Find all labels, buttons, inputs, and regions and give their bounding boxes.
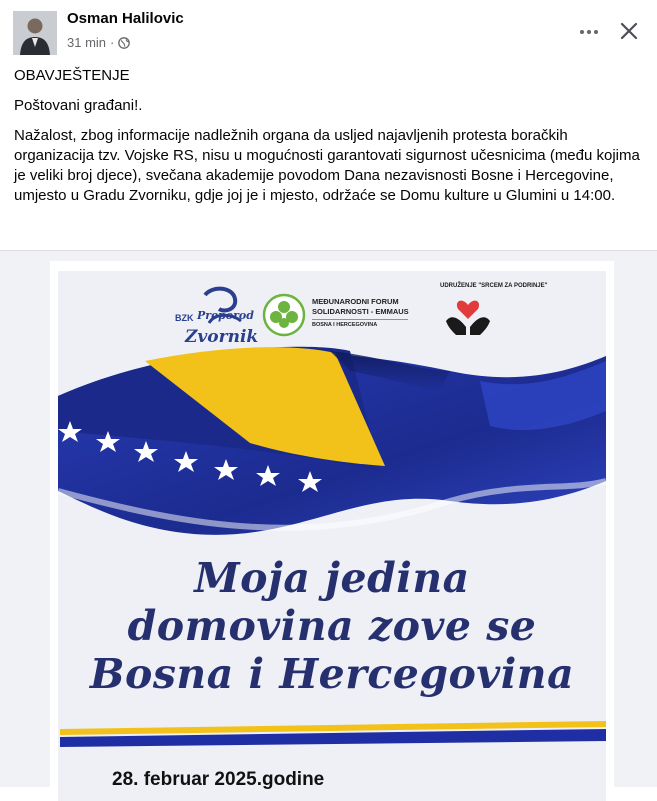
logo-srcem-za-podrinje bbox=[432, 283, 548, 343]
post-text-greeting: Poštovani građani!. bbox=[14, 97, 143, 114]
post-text-heading: OBAVJEŠTENJE bbox=[14, 67, 130, 84]
poster-date: 28. februar 2025.godine bbox=[112, 769, 325, 790]
flag-ribbon bbox=[50, 351, 614, 561]
poster-headline-line3: Bosna i Hercegovina bbox=[89, 650, 575, 698]
poster-stripe bbox=[50, 713, 614, 747]
author-name[interactable]: Osman Halilovic bbox=[67, 10, 184, 27]
post-meta bbox=[67, 35, 130, 50]
close-icon[interactable] bbox=[616, 18, 642, 44]
logo2-rule bbox=[312, 319, 408, 320]
logo3-text: UDRUŽENJE "SRCEM ZA PODRINJE" bbox=[440, 283, 548, 289]
post-timestamp[interactable]: 31 min bbox=[67, 35, 107, 50]
post-text-body: Nažalost, zbog informacije nadležnih organa da usljed najavljenih protesta boračkih organizacija tzv. Vojske RS, nisu u mogućnosti garantovati sigurnost učesnicima (među kojima je veliki broj djece), svečana akademije povodom Dana nezavisnosti Bosne i Hercegovine, umjesto u Gradu Zvorniku, gdje joj je i mjesto, održaće se Domu kulture u Glumini u 14:00. bbox=[14, 127, 640, 204]
logo1-preporod: Preporod bbox=[197, 309, 254, 322]
dot bbox=[587, 30, 591, 34]
poster-headline-line2: domovina zove se bbox=[127, 602, 537, 650]
more-options-button[interactable] bbox=[575, 18, 603, 46]
dot bbox=[594, 30, 598, 34]
post-header bbox=[0, 0, 657, 62]
logo1-bzk: BZK bbox=[175, 313, 194, 323]
post-image[interactable] bbox=[0, 251, 657, 790]
logo2-line1: MEĐUNARODNI FORUM bbox=[312, 297, 399, 306]
logo-emmaus bbox=[262, 291, 412, 341]
logo2-line3: BOSNA I HERCEGOVINA bbox=[312, 322, 378, 328]
event-poster bbox=[50, 261, 614, 801]
logo1-zvornik: Zvornik bbox=[185, 327, 259, 347]
logo-bzk-preporod bbox=[175, 283, 257, 353]
logo2-line2: SOLIDARNOSTI - EMMAUS bbox=[312, 307, 409, 316]
author-avatar[interactable] bbox=[13, 11, 57, 55]
poster-headline-line1: Moja jedina bbox=[194, 554, 470, 602]
meta-separator: · bbox=[110, 35, 115, 50]
globe-icon[interactable] bbox=[118, 37, 130, 49]
dot bbox=[580, 30, 584, 34]
